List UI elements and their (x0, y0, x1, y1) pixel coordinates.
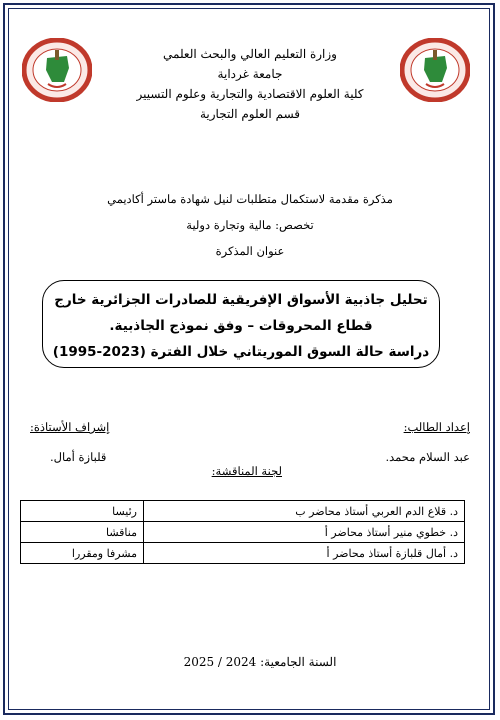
table-row (21, 543, 465, 564)
student-name: عبد السلام محمد. (385, 450, 470, 464)
thesis-intro (40, 186, 460, 264)
thesis-title-line-1: تحليل جاذبية الأسواق الإفريقية للصادرات الجزائرية خارج (54, 292, 428, 308)
thesis-purpose: مذكرة مقدمة لاستكمال متطلبات لنيل شهادة ماستر أكاديمي (107, 192, 393, 206)
thesis-title-line-3: دراسة حالة السوق الموريتاني خلال الفترة (2023-1995) (52, 344, 430, 360)
committee-member-name: د. أمال قلبازة أستاذ محاضر أ (144, 543, 465, 564)
table-row (21, 501, 465, 522)
academic-year: السنة الجامعية: 2024 / 2025 (183, 655, 337, 669)
department-name: قسم العلوم التجارية (199, 107, 301, 121)
thesis-title-label: عنوان المذكرة (215, 244, 285, 258)
committee-member-name: د. قلاع الدم العربي أستاذ محاضر ب (144, 501, 465, 522)
committee-member-role: مشرفا ومقررا (21, 543, 144, 564)
supervisor-name: قلبازة أمال. (50, 450, 107, 464)
committee-label: لجنة المناقشة: (211, 464, 282, 478)
faculty-name: كلية العلوم الاقتصادية والتجارية وعلوم التسيير (136, 87, 364, 101)
committee-table (20, 500, 465, 564)
university-logo-right (400, 38, 470, 102)
thesis-specialty: تخصص: مالية وتجارة دولية (186, 218, 314, 232)
institution-header (110, 44, 390, 124)
committee-member-role: مناقشا (21, 522, 144, 543)
committee-member-role: رئيسا (21, 501, 144, 522)
university-name: جامعة غرداية (217, 67, 283, 81)
thesis-title-box (42, 280, 440, 368)
student-label: إعداد الطالب: (403, 420, 470, 434)
table-row (21, 522, 465, 543)
ministry-name: وزارة التعليم العالي والبحث العلمي (163, 47, 337, 61)
university-logo-left (22, 38, 92, 102)
thesis-title-line-2: قطاع المحروقات – وفق نموذج الجاذبية. (109, 318, 373, 334)
supervisor-label: إشراف الأستاذة: (30, 420, 110, 434)
committee-member-name: د. خطوي منير أستاذ محاضر أ (144, 522, 465, 543)
